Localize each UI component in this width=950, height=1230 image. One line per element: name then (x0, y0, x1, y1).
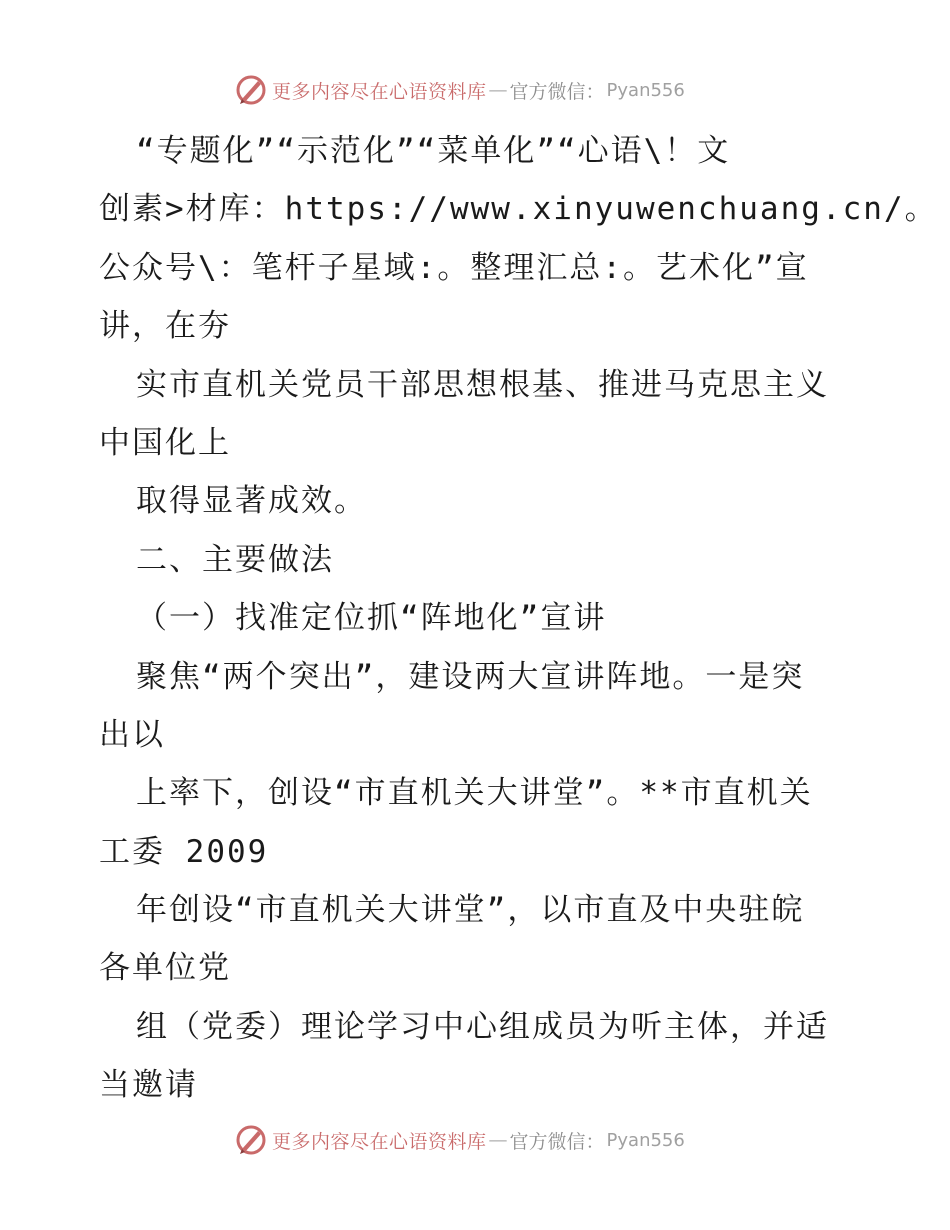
text-line: 工委 2009 (99, 833, 269, 870)
quill-pen-logo-icon (234, 73, 268, 107)
text-line: 出以 (99, 716, 165, 753)
text-line: 上率下，创设“市直机关大讲堂”。**市直机关 (136, 775, 813, 812)
text-line: “专题化”“示范化”“菜单化”“心语\！文 (136, 133, 731, 169)
text-line: 当邀请 (99, 1067, 198, 1104)
subsection-heading: （一）找准定位抓“阵地化”宣讲 (136, 600, 607, 637)
banner-wechat-id: Pyan556 (606, 1129, 685, 1151)
header-watermark-banner (234, 72, 714, 108)
document-body (99, 122, 938, 1115)
quill-pen-logo-icon (234, 1123, 268, 1157)
banner-official-label: 官方微信： (509, 1130, 605, 1153)
text-line: 实市直机关党员干部思想根基、推进马克思主义 (136, 366, 829, 403)
text-line: 创素>材库：https://www.xinyuwenchuang.cn/。 (99, 191, 938, 228)
text-line: 各单位党 (99, 950, 231, 987)
banner-wechat-id: Pyan556 (606, 79, 685, 101)
banner-dash: — (488, 79, 508, 101)
banner-site-text: 更多内容尽在心语资料库 (272, 80, 487, 103)
footer-watermark-banner (234, 1122, 714, 1158)
text-line: 聚焦“两个突出”，建设两大宣讲阵地。一是突 (136, 658, 805, 695)
text-line: 讲，在夯 (99, 308, 231, 345)
text-line: 中国化上 (99, 424, 231, 461)
text-line: 组（党委）理论学习中心组成员为听主体，并适 (136, 1008, 829, 1045)
banner-site-text: 更多内容尽在心语资料库 (272, 1130, 487, 1153)
text-line: 取得显著成效。 (136, 483, 367, 520)
text-line: 年创设“市直机关大讲堂”，以市直及中央驻皖 (136, 892, 805, 929)
banner-official-label: 官方微信： (509, 80, 605, 103)
text-line: 公众号\：笔杆子星域:。整理汇总:。艺术化”宣 (99, 249, 809, 286)
banner-dash: — (488, 1129, 508, 1151)
section-heading: 二、主要做法 (136, 541, 334, 578)
